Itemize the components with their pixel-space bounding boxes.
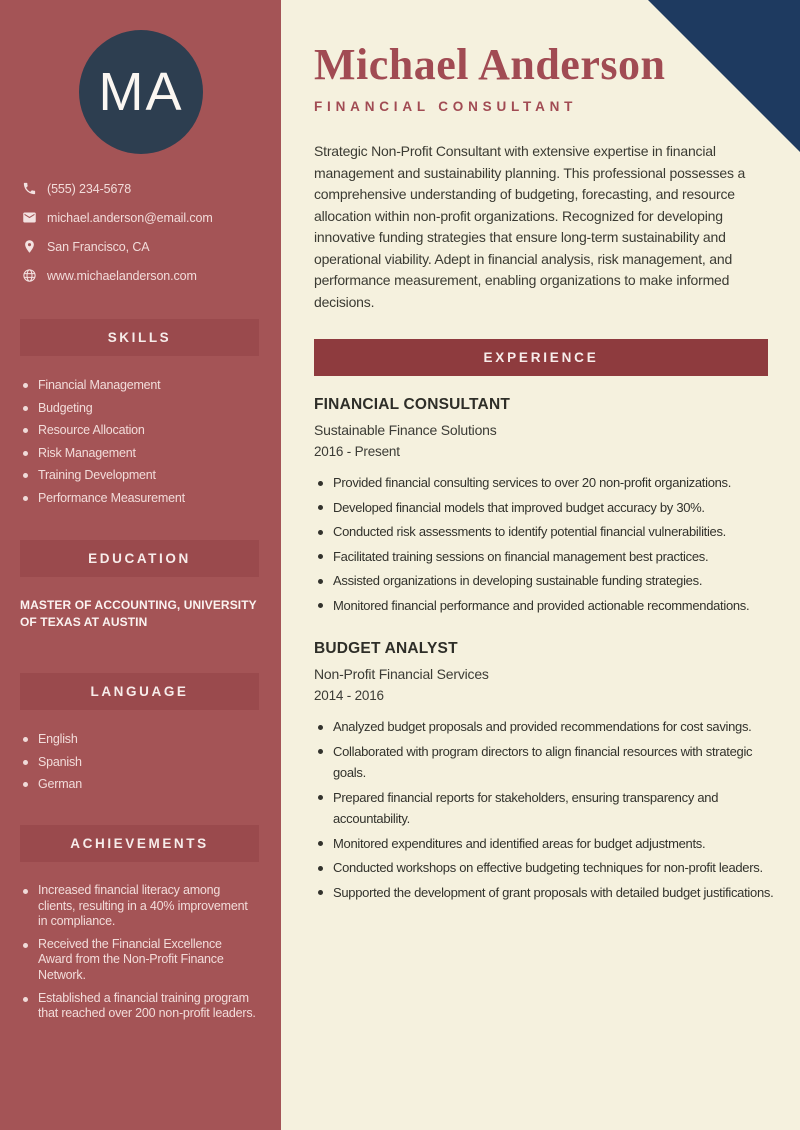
skills-section-header (20, 319, 259, 356)
job-bullet: Prepared financial reports for stakeholders, ensuring transparency and accountability. (314, 787, 774, 830)
language-item: English (22, 728, 262, 751)
job-title: FINANCIAL CONSULTANT (314, 396, 511, 413)
job-dates: 2016 - Present (314, 444, 400, 459)
education-degree: MASTER OF ACCOUNTING, UNIVERSITY OF TEXAS AT AUSTIN (20, 598, 257, 629)
email-icon (22, 210, 37, 225)
skills-title: SKILLS (107, 330, 172, 345)
achievements-section-header (20, 825, 259, 862)
achievement-item: Increased financial literacy among clients, resulting in a 40% improvement in compliance. (22, 883, 258, 930)
person-job-title: FINANCIAL CONSULTANT (314, 99, 578, 114)
achievements-title: ACHIEVEMENTS (70, 836, 209, 851)
experience-section-header (314, 339, 768, 376)
phone-value: (555) 234-5678 (47, 181, 132, 196)
skill-item: Training Development (22, 464, 262, 487)
job-bullet: Supported the development of grant proposals with detailed budget justifications. (314, 882, 774, 904)
skill-item: Performance Measurement (22, 487, 262, 510)
main-column (281, 0, 800, 1130)
phone-icon (22, 181, 37, 196)
experience-heading: EXPERIENCE (483, 350, 599, 365)
achievement-item: Established a financial training program that reached over 200 non-profit leaders. (22, 991, 258, 1022)
job-company: Non-Profit Financial Services (314, 666, 489, 682)
language-list (22, 728, 262, 796)
skill-item: Resource Allocation (22, 419, 262, 442)
job-bullet: Provided financial consulting services to over 20 non-profit organizations. (314, 472, 774, 494)
job-bullet: Monitored financial performance and provided actionable recommendations. (314, 595, 774, 617)
education-section-header (20, 540, 259, 577)
job-bullet-list (314, 716, 774, 903)
contact-email (22, 203, 271, 232)
language-item: German (22, 773, 262, 796)
job-bullet: Conducted workshops on effective budgeting techniques for non-profit leaders. (314, 857, 774, 879)
experience-entry (314, 396, 768, 616)
contact-phone (22, 174, 271, 203)
location-value: San Francisco, CA (47, 239, 150, 254)
location-pin-icon (22, 239, 37, 254)
language-title: LANGUAGE (90, 684, 189, 699)
contact-location (22, 232, 271, 261)
job-bullet: Collaborated with program directors to align financial resources with strategic goals. (314, 741, 774, 784)
sidebar (0, 0, 281, 1130)
globe-icon (22, 268, 37, 283)
job-bullet-list (314, 472, 774, 616)
contact-website (22, 261, 271, 290)
experience-entry (314, 640, 774, 903)
job-title: BUDGET ANALYST (314, 640, 458, 657)
corner-triangle-decoration (648, 0, 800, 152)
achievements-list (22, 883, 258, 1029)
job-bullet: Developed financial models that improved budget accuracy by 30%. (314, 497, 774, 519)
skill-item: Budgeting (22, 397, 262, 420)
education-title: EDUCATION (88, 551, 191, 566)
skill-item: Risk Management (22, 442, 262, 465)
job-bullet: Conducted risk assessments to identify potential financial vulnerabilities. (314, 521, 774, 543)
email-value: michael.anderson@email.com (47, 210, 213, 225)
job-bullet: Assisted organizations in developing sustainable funding strategies. (314, 570, 774, 592)
job-company: Sustainable Finance Solutions (314, 422, 497, 438)
skill-item: Financial Management (22, 374, 262, 397)
avatar-initials: MA (98, 62, 184, 122)
job-bullet: Analyzed budget proposals and provided recommendations for cost savings. (314, 716, 774, 738)
avatar (79, 30, 203, 154)
person-name: Michael Anderson (314, 40, 666, 89)
job-bullet: Monitored expenditures and identified areas for budget adjustments. (314, 833, 774, 855)
job-bullet: Facilitated training sessions on financial management best practices. (314, 546, 774, 568)
achievement-item: Received the Financial Excellence Award from the Non-Profit Finance Network. (22, 937, 258, 984)
language-item: Spanish (22, 751, 262, 774)
contact-block (22, 174, 271, 290)
language-section-header (20, 673, 259, 710)
skills-list (22, 374, 262, 510)
website-value: www.michaelanderson.com (47, 268, 197, 283)
profile-summary: Strategic Non-Profit Consultant with extensive expertise in financial management and sustainability planning. This professional possesses a comprehensive understanding of budgeting, forecasting, and resource allocation within non-profit organizations. Recognized for developing innovative funding strategies that ensure long-term sustainability and operational viability. Adept in financial analysis, risk management, and performance measurement, enabling organizations to make informed decisions. (314, 143, 746, 310)
job-dates: 2014 - 2016 (314, 688, 384, 703)
